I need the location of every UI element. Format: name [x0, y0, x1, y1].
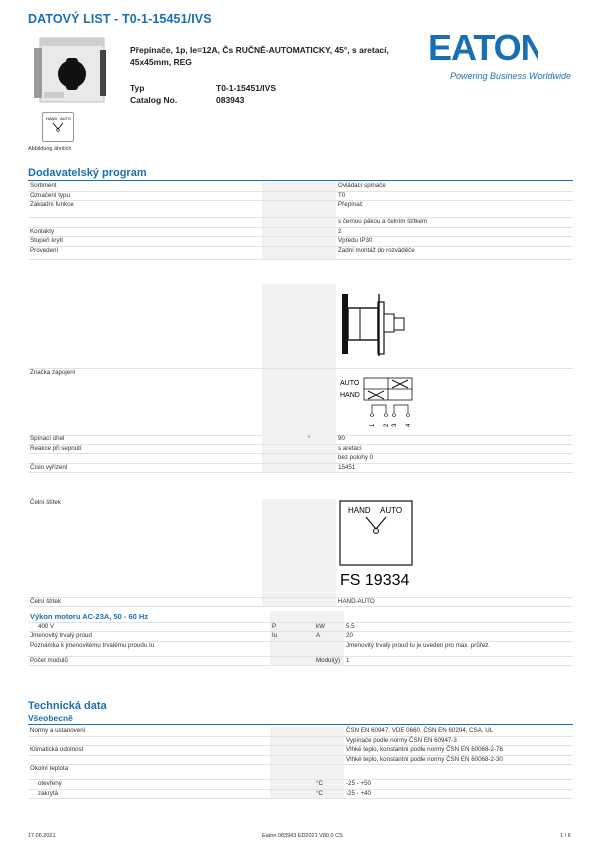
product-image: [32, 36, 108, 106]
cell-unit: [306, 227, 336, 237]
cell-unit: °C: [314, 780, 344, 790]
svg-text:2: 2: [384, 423, 390, 427]
cell-label: [28, 755, 270, 765]
section-title-program: Dodavatelský program: [28, 167, 147, 179]
cell-unit: A: [314, 632, 344, 642]
cell-value: Vlhké teplo, konstantní podle normy ČSN EN 60068-2-30: [344, 755, 573, 765]
cell-label: Reakce při sepnutí: [28, 444, 262, 454]
cell-unit: [306, 246, 336, 259]
table-row: [28, 369, 573, 436]
section-rule: [28, 724, 573, 725]
cell-label: Sortiment: [28, 182, 262, 191]
cell-label: [28, 218, 262, 228]
svg-text:1: 1: [370, 423, 376, 427]
table-row: [28, 284, 573, 369]
cell-unit: [306, 191, 336, 201]
cell-unit: [306, 182, 336, 191]
cell-value: -25 - +40: [344, 789, 573, 799]
cell-value: 1: [344, 656, 573, 666]
table-row: [28, 237, 573, 247]
cell-label: Okolní teplota: [28, 765, 270, 780]
cell-sym: [270, 641, 314, 656]
table-row: [28, 182, 573, 191]
table-row: [28, 454, 573, 464]
cell-unit: [314, 755, 344, 765]
cell-unit: [314, 765, 344, 780]
table-row: [28, 765, 573, 780]
table-row: [28, 227, 573, 237]
svg-text:3: 3: [392, 423, 398, 427]
cell-sym: [262, 444, 306, 454]
motor-subtitle: Výkon motoru AC-23A, 50 - 60 Hz: [28, 611, 270, 622]
front-plate-table: [28, 499, 573, 607]
cell-value: s aretací: [336, 444, 573, 454]
cell-sym: [262, 463, 306, 473]
cell-sym: P: [270, 622, 314, 632]
cell-sym: [270, 780, 314, 790]
cell-label: Kontakty: [28, 227, 262, 237]
cell-value: 20: [344, 632, 573, 642]
cell-sym: [270, 736, 314, 746]
cell-unit: [306, 218, 336, 228]
cell-sym: [270, 765, 314, 780]
section-title-tech: Technická data: [28, 700, 107, 712]
footer-page: 1 / 6: [560, 833, 571, 839]
cell-value: Vlhké teplo, konstantní podle normy ČSN EN 60068-2-78: [344, 746, 573, 756]
svg-text:4: 4: [406, 423, 412, 427]
type-value: T0-1-15451/IVS: [216, 83, 277, 93]
diagram-label: Značka zapojení: [28, 369, 262, 436]
table-row: [28, 191, 573, 201]
motor-table: [28, 611, 573, 666]
table-row: Čelní štítek HAND-AUTO: [28, 597, 573, 607]
cell-sym: [262, 435, 306, 444]
cell-label: Klimatická odolnost: [28, 746, 270, 756]
table-row: [28, 746, 573, 756]
cell-sym: [270, 727, 314, 736]
cell-sym: [270, 746, 314, 756]
cell-value: [344, 765, 573, 780]
cell-label: Číslo vyřízení: [28, 463, 262, 473]
page-title: DATOVÝ LIST - T0-1-15451/IVS: [28, 12, 212, 26]
table-row: [28, 656, 573, 666]
table-row: [28, 736, 573, 746]
product-description: Přepínače, 1p, Ie=12A, Čs RUČNĚ-AUTOMATICKY, 45°, s aretací, 45x45mm, REG: [130, 45, 389, 67]
diagram-table: [28, 284, 573, 436]
cell-value: Vpředu IP30: [336, 237, 573, 247]
cell-label: Jmenovitý trvalý proud: [28, 632, 270, 642]
cell-unit: [306, 454, 336, 464]
table-row: [28, 246, 573, 259]
svg-text:HAND: HAND: [340, 392, 360, 399]
cell-label: [28, 454, 262, 464]
svg-text:HAND: HAND: [348, 506, 371, 515]
cell-label: Provedení: [28, 246, 262, 259]
cell-value: Vypínače podle normy ČSN EN 60947-3: [344, 736, 573, 746]
cell-label: otevřený: [28, 780, 270, 790]
section-rule: [28, 180, 573, 181]
cell-sym: [262, 191, 306, 201]
cell-value: s černou pákou a čelním štítkem: [336, 218, 573, 228]
cell-value: bez polohy 0: [336, 454, 573, 464]
cell-label: Počet modulů: [28, 656, 270, 666]
table-row: [28, 632, 573, 642]
cell-label: Spínací úhel: [28, 435, 262, 444]
program-table: [28, 182, 573, 260]
cell-value: Přepínač: [336, 201, 573, 218]
product-meta: [130, 82, 276, 106]
cell-unit: °: [306, 435, 336, 444]
footer-center: Eaton 083943 ED2021 V80.0 CS: [262, 833, 343, 839]
motor-subtitle-row: [28, 611, 573, 622]
cell-sym: [262, 201, 306, 218]
cell-sym: [270, 656, 314, 666]
table-row: [28, 444, 573, 454]
logo-slogan: Powering Business Worldwide: [450, 71, 572, 81]
cell-unit: Modul(y): [314, 656, 344, 666]
cell-value: -25 - +50: [344, 780, 573, 790]
cell-value: ČSN EN 60947, VDE 0660, ČSN EN 60204, CSA, UL: [344, 727, 573, 736]
cell-sym: [262, 454, 306, 464]
svg-text:AUTO: AUTO: [380, 506, 403, 515]
catalog-value: 083943: [216, 95, 245, 105]
cell-unit: [306, 463, 336, 473]
cell-unit: [314, 746, 344, 756]
table-row: [28, 641, 573, 656]
thumb-right-label: AUTO: [60, 116, 72, 121]
cell-label: Normy a ustanovení: [28, 727, 270, 736]
cell-label: Označení typu: [28, 191, 262, 201]
eaton-logo: [428, 30, 573, 81]
eaton-wordmark: [428, 30, 538, 64]
mounting-drawing: [338, 284, 418, 364]
svg-text:AUTO: AUTO: [340, 380, 360, 387]
cell-unit: [314, 641, 344, 656]
switch-symbol-thumbnail: [42, 112, 74, 142]
cell-sym: Iu: [270, 632, 314, 642]
cell-sym: [262, 246, 306, 259]
table-row: [28, 499, 573, 597]
cell-label: Základní funkce: [28, 201, 262, 218]
table-row: [28, 201, 573, 218]
wiring-diagram: [338, 369, 418, 431]
image-caption: Abbildung ähnlich: [28, 146, 72, 152]
footer-date: 17.06.2021: [28, 833, 56, 839]
cell-sym: [262, 227, 306, 237]
cell-value: 5.5: [344, 622, 573, 632]
cell-unit: °C: [314, 789, 344, 799]
cell-sym: [262, 218, 306, 228]
cell-sym: [270, 755, 314, 765]
cell-value: 2: [336, 227, 573, 237]
table-row: [28, 789, 573, 799]
cell-value: Ovládací spínače: [336, 182, 573, 191]
program-table-2: [28, 435, 573, 473]
front-plate-label: Čelní štítek: [28, 499, 262, 597]
cell-unit: [306, 201, 336, 218]
cell-unit: [314, 727, 344, 736]
table-row: [28, 755, 573, 765]
svg-text:EATON: EATON: [428, 30, 538, 64]
cell-value: T0: [336, 191, 573, 201]
table-row: [28, 218, 573, 228]
cell-sym: [262, 182, 306, 191]
catalog-label: Catalog No.: [130, 95, 178, 105]
front-plate-drawing: [338, 499, 418, 593]
general-subtitle: Všeobecně: [28, 713, 73, 723]
cell-value: 90: [336, 435, 573, 444]
thumb-left-label: HAND: [46, 116, 58, 121]
cell-value: 15451: [336, 463, 573, 473]
cell-value: Zadní montáž do rozváděče: [336, 246, 573, 259]
cell-unit: [314, 736, 344, 746]
table-row: [28, 780, 573, 790]
cell-label: Poznámka k jmenovitému trvalému proudu Iu: [28, 641, 270, 656]
cell-label: 400 V: [28, 622, 270, 632]
cell-label: [28, 736, 270, 746]
table-row: [28, 463, 573, 473]
cell-sym: [270, 789, 314, 799]
cell-label: Stupeň krytí: [28, 237, 262, 247]
cell-label: zakrytá: [28, 789, 270, 799]
cell-unit: [306, 237, 336, 247]
cell-sym: [262, 237, 306, 247]
type-label: Typ: [130, 83, 145, 93]
svg-text:FS 19334: FS 19334: [340, 572, 410, 589]
cell-unit: [306, 444, 336, 454]
table-row: [28, 435, 573, 444]
table-row: [28, 622, 573, 632]
tech-table: [28, 727, 573, 799]
cell-value: Jmenovitý trvalý proud Iu je uveden pro max. průřez.: [344, 641, 573, 656]
table-row: [28, 727, 573, 736]
cell-unit: kW: [314, 622, 344, 632]
